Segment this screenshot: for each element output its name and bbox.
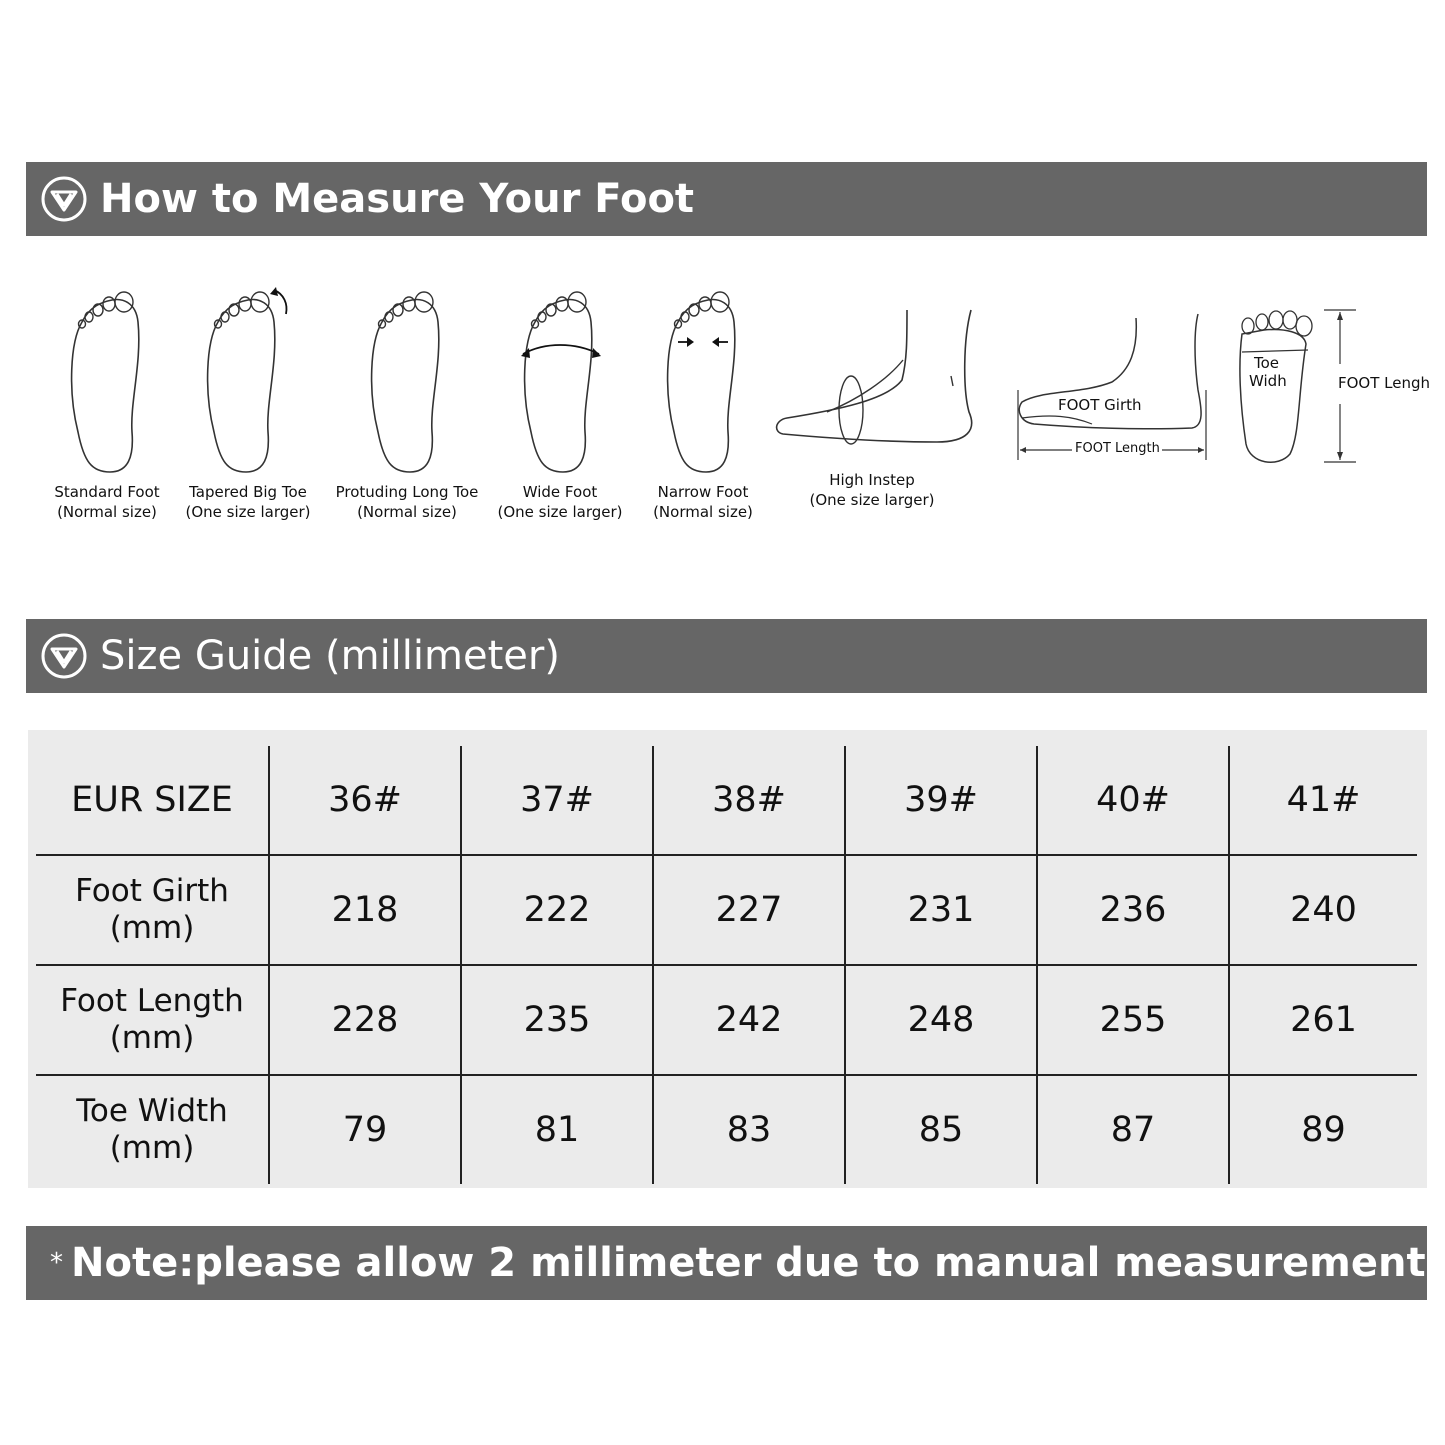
toe-width-label-2: Widh bbox=[1249, 372, 1287, 390]
foot-type-note: (One size larger) bbox=[497, 503, 623, 521]
foot-type-name: Protuding Long Toe bbox=[335, 483, 479, 501]
row-label-unit: (mm) bbox=[109, 1130, 195, 1166]
table-cell: 87 bbox=[1037, 1075, 1229, 1184]
note-banner bbox=[26, 1226, 1427, 1300]
chevron-down-circle-icon bbox=[40, 175, 88, 223]
size-section-header bbox=[26, 619, 1427, 693]
table-header-row bbox=[36, 746, 1417, 855]
foot-standard bbox=[40, 282, 174, 522]
row-label-main: Foot Girth bbox=[75, 873, 229, 909]
eur-size-header: EUR SIZE bbox=[36, 746, 269, 855]
foot-length-side-label: FOOT Length bbox=[1075, 441, 1160, 456]
table-cell: 235 bbox=[461, 965, 653, 1075]
table-cell: 236 bbox=[1037, 855, 1229, 965]
foot-type-name: Standard Foot bbox=[54, 483, 160, 501]
table-cell: 89 bbox=[1301, 1110, 1346, 1150]
table-cell: 79 bbox=[269, 1075, 461, 1184]
row-label bbox=[36, 1075, 269, 1184]
size-header-cell: 38# bbox=[653, 746, 845, 855]
foot-type-name: High Instep bbox=[829, 471, 915, 489]
table-cell: 83 bbox=[653, 1075, 845, 1184]
high-instep-foot-icon bbox=[767, 300, 977, 470]
row-label-main: Foot Length bbox=[60, 983, 244, 1019]
toe-width-label-1: Toe bbox=[1254, 354, 1280, 372]
table-cell: 218 bbox=[269, 855, 461, 965]
row-label-unit: (mm) bbox=[109, 1020, 195, 1056]
size-header-cell: 37# bbox=[461, 746, 653, 855]
foot-type-note: (One size larger) bbox=[185, 503, 311, 521]
tapered-big-toe-foot-icon bbox=[198, 282, 298, 482]
foot-high-instep bbox=[754, 300, 990, 510]
narrow-foot-icon bbox=[658, 282, 748, 482]
row-label bbox=[36, 855, 269, 965]
foot-top-measure-diagram bbox=[1234, 304, 1431, 474]
table-cell: 248 bbox=[845, 965, 1037, 1075]
chevron-down-circle-icon bbox=[40, 632, 88, 680]
table-cell: 240 bbox=[1229, 855, 1417, 965]
foot-girth-length-diagram bbox=[1012, 310, 1212, 470]
table-row bbox=[36, 965, 1417, 1075]
foot-type-name: Wide Foot bbox=[522, 483, 598, 501]
table-cell: 222 bbox=[461, 855, 653, 965]
size-header-cell: 39# bbox=[845, 746, 1037, 855]
table-cell: 231 bbox=[845, 855, 1037, 965]
table-cell: 227 bbox=[653, 855, 845, 965]
foot-type-note: (Normal size) bbox=[357, 503, 457, 521]
table-cell: 85 bbox=[845, 1075, 1037, 1184]
table-cell: 81 bbox=[461, 1075, 653, 1184]
protuding-long-toe-foot-icon bbox=[362, 282, 452, 482]
wide-foot-icon bbox=[510, 282, 610, 482]
size-header-cell: 36# bbox=[269, 746, 461, 855]
foot-tapered-big-toe bbox=[178, 282, 318, 522]
foot-type-note: (Normal size) bbox=[653, 503, 753, 521]
table-cell: 255 bbox=[1037, 965, 1229, 1075]
measure-section-header bbox=[26, 162, 1427, 236]
row-label-unit: (mm) bbox=[109, 910, 195, 946]
row-label-main: Toe Width bbox=[76, 1093, 228, 1129]
table-row bbox=[36, 1075, 1417, 1184]
measure-section-title: How to Measure Your Foot bbox=[100, 176, 695, 222]
foot-type-note: (One size larger) bbox=[809, 491, 935, 509]
row-label bbox=[36, 965, 269, 1075]
foot-wide bbox=[490, 282, 630, 522]
table-cell: 228 bbox=[269, 965, 461, 1075]
note-text: Note:please allow 2 millimeter due to manual measurement bbox=[71, 1240, 1426, 1286]
foot-narrow bbox=[638, 282, 768, 522]
foot-girth-label: FOOT Girth bbox=[1058, 396, 1142, 414]
foot-type-name: Narrow Foot bbox=[657, 483, 749, 501]
size-header-cell: 41# bbox=[1229, 746, 1417, 855]
asterisk-icon: * bbox=[50, 1248, 63, 1278]
size-section-title: Size Guide (millimeter) bbox=[100, 633, 560, 679]
foot-type-note: (Normal size) bbox=[57, 503, 157, 521]
foot-type-name: Tapered Big Toe bbox=[189, 483, 307, 501]
standard-foot-icon bbox=[62, 282, 152, 482]
foot-length-top-label: FOOT Lengh bbox=[1338, 374, 1431, 392]
table-cell: 242 bbox=[653, 965, 845, 1075]
table-cell: 261 bbox=[1229, 965, 1417, 1075]
size-header-cell: 40# bbox=[1037, 746, 1229, 855]
size-guide-table bbox=[28, 730, 1427, 1188]
foot-protuding-long-toe bbox=[326, 282, 488, 522]
table-row bbox=[36, 855, 1417, 965]
foot-type-diagrams bbox=[26, 270, 1431, 540]
